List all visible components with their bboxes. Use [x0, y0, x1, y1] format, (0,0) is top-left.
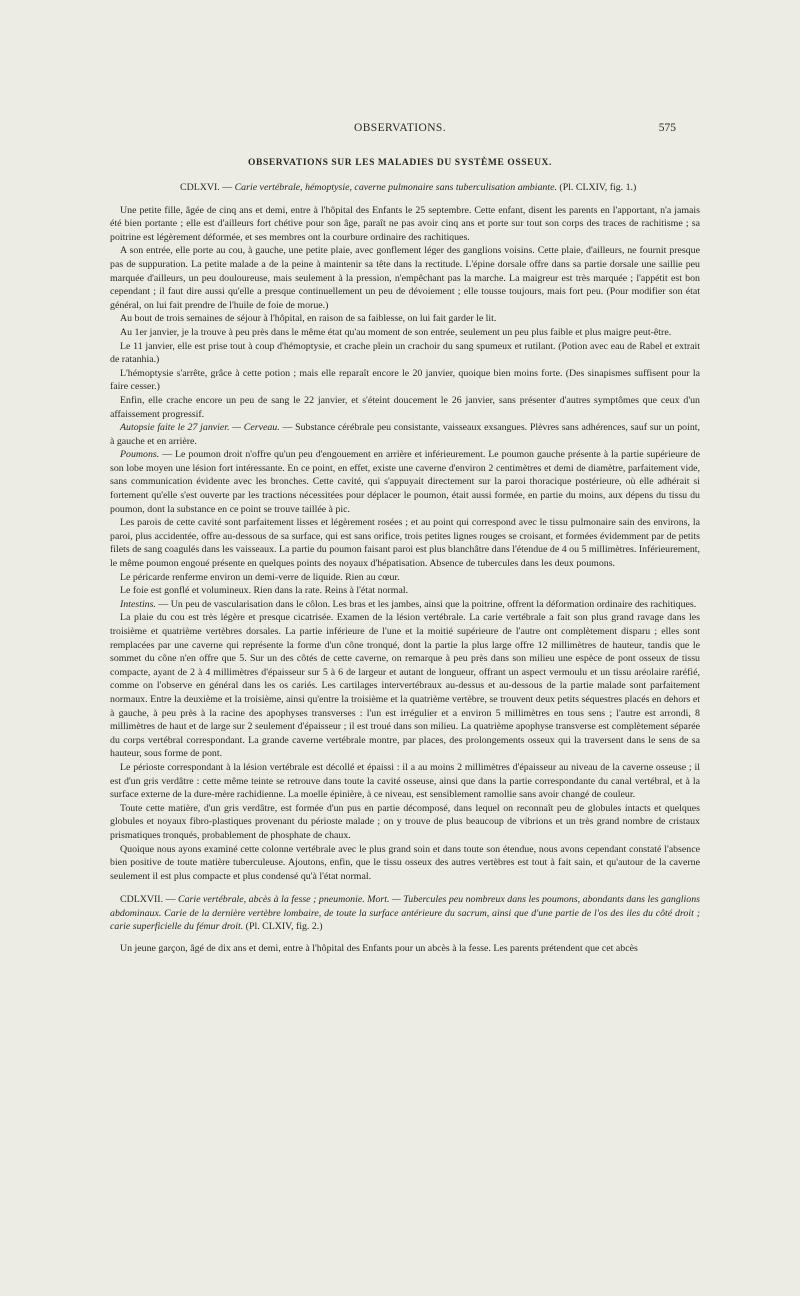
paragraph-autopsy: [110, 421, 700, 448]
paragraph: Un jeune garçon, âgé de dix ans et demi, entre à l'hôpital des Enfants pour un abcès à la fesse. Les parents prétendent que cet abcès: [120, 943, 638, 955]
paragraph-lungs: [110, 448, 700, 516]
paragraph-text: — Substance cérébrale peu consistante, vaisseaux exsangues. Plèvres sans adhérences, sauf sur un point, à gauche et en arrière.: [110, 422, 700, 447]
paragraph: Le péricarde renferme environ un demi-verre de liquide. Rien au cœur.: [120, 571, 400, 583]
paragraph: Une petite fille, âgée de cinq ans et demi, entre à l'hôpital des Enfants le 25 septembre. Cette enfant, disent les parents en l'apportant, n'a jamais été bien portante ; elle est d'ailleurs fort chétive pour son âge, paraît ne pas avoir cinq ans et porte sur tout son corps des traces de rachitisme ; sa poitrine est légèrement déformée, et ses membres ont la courbure ordinaire des rachitiques.: [110, 204, 700, 243]
paragraph: A son entrée, elle porte au cou, à gauche, une petite plaie, avec gonflement léger des ganglions voisins. Cette plaie, d'ailleurs, ne fournit presque pas de suppuration. La petite malade a de la peine à maintenir sa tête dans la rectitude. L'épine dorsale offre dans sa partie dorsale une saillie peu marquée d'ailleurs, un peu douloureuse, mais seulement à la pression, n'empêchant pas la marche. La maigreur est très marquée ; l'appétit est bon cependant ; il faut dire aussi qu'elle a presque continuellement un peu de dévoiement ; elle tousse toujours, mais fort peu. (Pour modifier son état général, on lui fait prendre de l'huile de foie de morue.): [110, 245, 700, 311]
running-head-title: OBSERVATIONS.: [354, 122, 446, 134]
paragraph: La plaie du cou est très légère et presque cicatrisée. Examen de la lésion vertébrale. La carie vertébrale a fait son plus grand ravage dans les troisième et quatrième vertèbres dorsales. La partie inférieure de l'une et la moitié supérieure de l'autre ont complètement disparu ; elles sont remplacées par une caverne qui représente la forme d'un cône tronqué, dont la partie la plus large offre 12 millimètres de hauteur, tandis que le sommet du cône n'en offre que 5. Sur un des côtés de cette caverne, on remarque à peu près dans son milieu une espèce de pont osseux de tissu compacte, ayant de 2 à 4 millimètres d'épaisseur sur 5 à 6 de largeur et autant de longueur, offrant un aspect vermoulu et un tissu aréolaire raréfié, comme on l'observe en général dans les os cariés. Les cartilages intervertébraux au-dessus et au-dessous de la partie malade sont parfaitement normaux. Entre la deuxième et la troisième, ainsi qu'entre la troisième et la quatrième vertèbre, se trouvent deux petits séquestres placés en dehors et à gauche, à peu près à la racine des apophyses transverses : l'un est irrégulier et a environ 5 millimètres en tous sens ; l'autre est arrondi, 8 millimètres de haut et de large sur 2 seulement d'épaisseur ; il est troué dans son milieu. La quatrième apophyse transverse est complètement séparée du corps vertébral correspondant. La grande caverne vertébrale montre, par places, des prolongements osseux qui la traversent dans le sens de sa hauteur, sous forme de pont.: [110, 612, 700, 760]
body-text: [110, 181, 700, 956]
case-heading-cdlxvii: [110, 893, 700, 934]
paragraph-text: — Un peu de vascularisation dans le côlon. Les bras et les jambes, ainsi que la poitrine, offrent la déformation ordinaire des rachitiques.: [155, 598, 697, 610]
paragraph: Les parois de cette cavité sont parfaitement lisses et légèrement rosées ; et au point qui correspond avec le tissu pulmonaire sain des environs, la paroi, plus accidentée, offre au-dessous de sa surface, qui est sans orifice, trois petites lignes rouges se croisant, et formées évidemment par de petits filets de sang coagulés dans les vaisseaux. La partie du poumon faisant paroi est plus blanchâtre dans l'étendue de 4 ou 5 millimètres. Inférieurement, le même poumon engoué présente en quelques points des noyaux d'hépatisation. Absence de tubercules dans les deux poumons.: [110, 517, 700, 570]
intestines-label: Intestins.: [120, 598, 156, 610]
plate-reference: (Pl. CLXIV, fig. 2.): [243, 921, 323, 933]
paragraph: Au 1er janvier, je la trouve à peu près dans le même état qu'au moment de son entrée, seulement un peu plus faible et plus maigre peut-être.: [120, 326, 672, 338]
paragraph-intestines: [110, 598, 700, 612]
paragraph: Quoique nous ayons examiné cette colonne vertébrale avec le plus grand soin et dans toute son étendue, nous avons cependant constaté l'absence bien positive de toute matière tuberculeuse. Ajoutons, enfin, que le tissu osseux des autres vertèbres est tout à fait sain, et qu'autour de la caverne seulement il est plus compacte et plus condensé qu'à l'état normal.: [110, 843, 700, 882]
paragraph: Au bout de trois semaines de séjour à l'hôpital, en raison de sa faiblesse, on lui fait garder le lit.: [120, 313, 497, 325]
paragraph-text: — Le poumon droit n'offre qu'un peu d'engouement en arrière et inférieurement. Le poumon gauche présente à la partie supérieure de son lobe moyen une lésion fort intéressante. En ce point, en effet, existe une caverne d'environ 2 centimètres et demi de diamètre, parfaitement vide, sans communication évidente avec les bronches. Cette cavité, qui s'appuyait directement sur la paroi thoracique postérieure, où elle adhérait si fortement qu'elle s'est ouverte par les tractions nécessitées pour déplacer le poumon, était aussi formée, en partie du moins, aux dépens du tissu du poumon, dont la substance en ce point se trouve taillée à pic.: [110, 449, 700, 515]
lungs-label: Poumons.: [120, 449, 160, 461]
running-head: [0, 122, 800, 138]
case-number: CDLXVII. —: [120, 894, 179, 906]
case-heading-cdlxvi: [110, 181, 700, 195]
paragraph: Le 11 janvier, elle est prise tout à coup d'hémoptysie, et crache plein un crachoir du sang spumeux et rutilant. (Potion avec eau de Rabel et extrait de ratanhia.): [110, 340, 700, 366]
paragraph: Toute cette matière, d'un gris verdâtre, est formée d'un pus en partie décomposé, dans lequel on reconnaît peu de globules intacts et quelques globules et noyaux fibro-plastiques provenant du périoste malade ; on y trouve de plus beaucoup de vibrions et un très grand nombre de cristaux prismatiques tronqués, probablement de phosphate de chaux.: [110, 802, 700, 841]
section-title: OBSERVATIONS SUR LES MALADIES DU SYSTÈME OSSEUX.: [248, 158, 552, 168]
case-number: CDLXVI. —: [180, 182, 235, 193]
plate-reference: (Pl. CLXIV, fig. 1.): [556, 182, 637, 193]
autopsy-label: Autopsie faite le 27 janvier. — Cerveau.: [120, 422, 280, 434]
paragraph: Enfin, elle crache encore un peu de sang le 22 janvier, et s'éteint doucement le 26 janvier, sans présenter d'autres symptômes que ceux d'un affaissement progressif.: [110, 394, 700, 420]
page-number: 575: [658, 122, 676, 134]
case-title: Carie vertébrale, hémoptysie, caverne pulmonaire sans tuberculisation ambiante.: [234, 182, 557, 193]
paragraph: Le périoste correspondant à la lésion vertébrale est décollé et épaissi : il a au moins 2 millimètres d'épaisseur au niveau de la caverne osseuse ; il est d'un gris verdâtre : cette même teinte se retrouve dans toute la cavité osseuse, ainsi que dans la partie correspondante du canal vertébral, et à la surface externe de la dure-mère rachidienne. La moelle épinière, à ce niveau, est sensiblement ramollie sans avoir changé de couleur.: [110, 761, 700, 801]
paragraph: L'hémoptysie s'arrête, grâce à cette potion ; mais elle reparaît encore le 20 janvier, quoique bien moins forte. (Des sinapismes suffisent pour la faire cesser.): [110, 367, 700, 393]
paragraph: Le foie est gonflé et volumineux. Rien dans la rate. Reins à l'état normal.: [120, 585, 409, 597]
case-title: Carie vertébrale, abcès à la fesse ; pneumonie. Mort. — Tubercules peu nombreux dans les poumons, abondants dans les ganglions abdominaux. Carie de la dernière vertèbre lombaire, de toute la surface antérieure du sacrum, ainsi que d'une partie de l'os des iles du côté droit ; carie superficielle du fémur droit.: [110, 894, 700, 933]
